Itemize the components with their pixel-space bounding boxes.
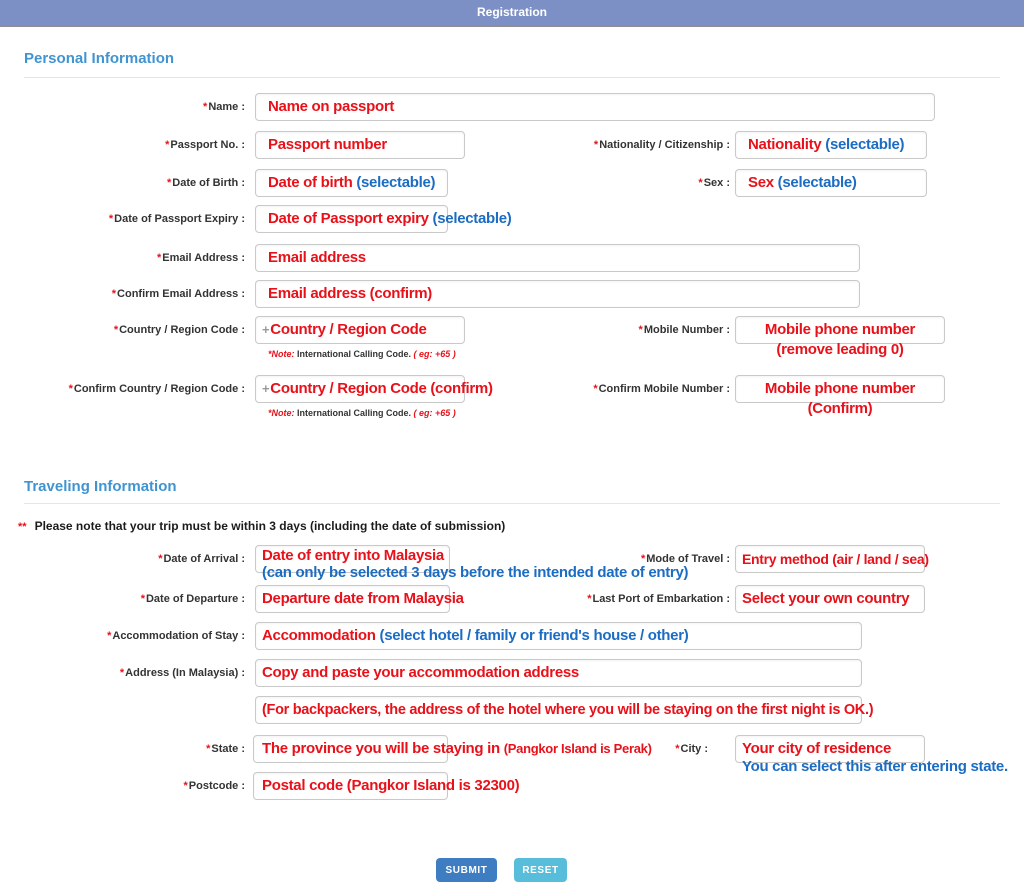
confirm-mobile-annotation-line2: (Confirm) <box>807 400 873 417</box>
confirm-country-code-annotation: +Country / Region Code (confirm) <box>262 380 493 397</box>
submit-button[interactable]: SUBMIT <box>436 858 497 882</box>
arrival-label: *Date of Arrival : <box>158 553 245 565</box>
confirm-mobile-label: *Confirm Mobile Number : <box>593 383 730 395</box>
passport-no-annotation: Passport number <box>268 136 387 153</box>
reset-button[interactable]: RESET <box>514 858 567 882</box>
city-annotation-line2: You can select this after entering state. <box>742 758 1008 775</box>
email-label: *Email Address : <box>156 252 245 264</box>
section-divider <box>24 77 1000 78</box>
city-annotation-line1: Your city of residence <box>742 740 892 757</box>
trip-note: ** Please note that your trip must be within 3 days (including the date of submission) <box>18 519 506 533</box>
section-personal-information: Personal Information <box>24 50 175 67</box>
nationality-annotation: Nationality (selectable) <box>748 136 905 153</box>
header-bar <box>0 0 1024 27</box>
address-annotation: Copy and paste your accommodation address <box>262 664 579 681</box>
arrival-annotation-line1: Date of entry into Malaysia <box>262 547 444 564</box>
mobile-label: *Mobile Number : <box>638 324 730 336</box>
dob-annotation: Date of birth (selectable) <box>268 174 436 191</box>
sex-label: *Sex : <box>698 177 730 189</box>
state-label: *State : <box>206 743 245 755</box>
section-divider <box>24 503 1000 504</box>
country-code-note: *Note: International Calling Code. ( eg: +65 ) <box>268 349 456 359</box>
section-traveling-information: Traveling Information <box>24 478 177 495</box>
postcode-annotation: Postal code (Pangkor Island is 32300) <box>262 777 520 794</box>
confirm-email-label: *Confirm Email Address : <box>111 288 245 300</box>
city-label: *City : <box>675 743 708 755</box>
passport-no-label: *Passport No. : <box>165 139 245 151</box>
name-label: *Name : <box>203 101 245 113</box>
address-label: *Address (In Malaysia) : <box>119 667 245 679</box>
address-hint-annotation: (For backpackers, the address of the hotel where you will be staying on the first night is OK.) <box>262 702 874 718</box>
departure-annotation: Departure date from Malaysia <box>262 590 464 607</box>
nationality-label: *Nationality / Citizenship : <box>593 139 730 151</box>
last-port-label: *Last Port of Embarkation : <box>587 593 730 605</box>
name-annotation: Name on passport <box>268 98 395 115</box>
mobile-annotation-line1: Mobile phone number <box>764 321 916 338</box>
last-port-annotation: Select your own country <box>742 590 910 607</box>
confirm-mobile-annotation-line1: Mobile phone number <box>764 380 916 397</box>
confirm-email-annotation: Email address (confirm) <box>268 285 432 302</box>
mobile-annotation-line2: (remove leading 0) <box>776 341 904 358</box>
country-code-annotation: +Country / Region Code <box>262 321 427 338</box>
email-annotation: Email address <box>268 249 366 266</box>
mode-of-travel-label: *Mode of Travel : <box>640 553 730 565</box>
accommodation-annotation: Accommodation (select hotel / family or friend's house / other) <box>262 627 689 644</box>
page-title: Registration <box>476 5 547 19</box>
confirm-country-code-label: *Confirm Country / Region Code : <box>68 383 245 395</box>
departure-label: *Date of Departure : <box>140 593 245 605</box>
confirm-country-code-note: *Note: International Calling Code. ( eg: +65 ) <box>268 408 456 418</box>
plus-prefix: + <box>262 322 270 337</box>
mode-of-travel-annotation: Entry method (air / land / sea) <box>742 551 929 567</box>
accommodation-label: *Accommodation of Stay : <box>107 630 245 642</box>
sex-annotation: Sex (selectable) <box>748 174 857 191</box>
dob-label: *Date of Birth : <box>166 177 245 189</box>
state-annotation: The province you will be staying in (Pangkor Island is Perak) <box>262 740 652 757</box>
plus-prefix: + <box>262 381 270 396</box>
passport-expiry-label: *Date of Passport Expiry : <box>108 213 245 225</box>
arrival-annotation-line2: (can only be selected 3 days before the intended date of entry) <box>262 564 689 581</box>
country-code-label: *Country / Region Code : <box>113 324 245 336</box>
passport-expiry-annotation: Date of Passport expiry (selectable) <box>268 210 512 227</box>
postcode-label: *Postcode : <box>183 780 245 792</box>
